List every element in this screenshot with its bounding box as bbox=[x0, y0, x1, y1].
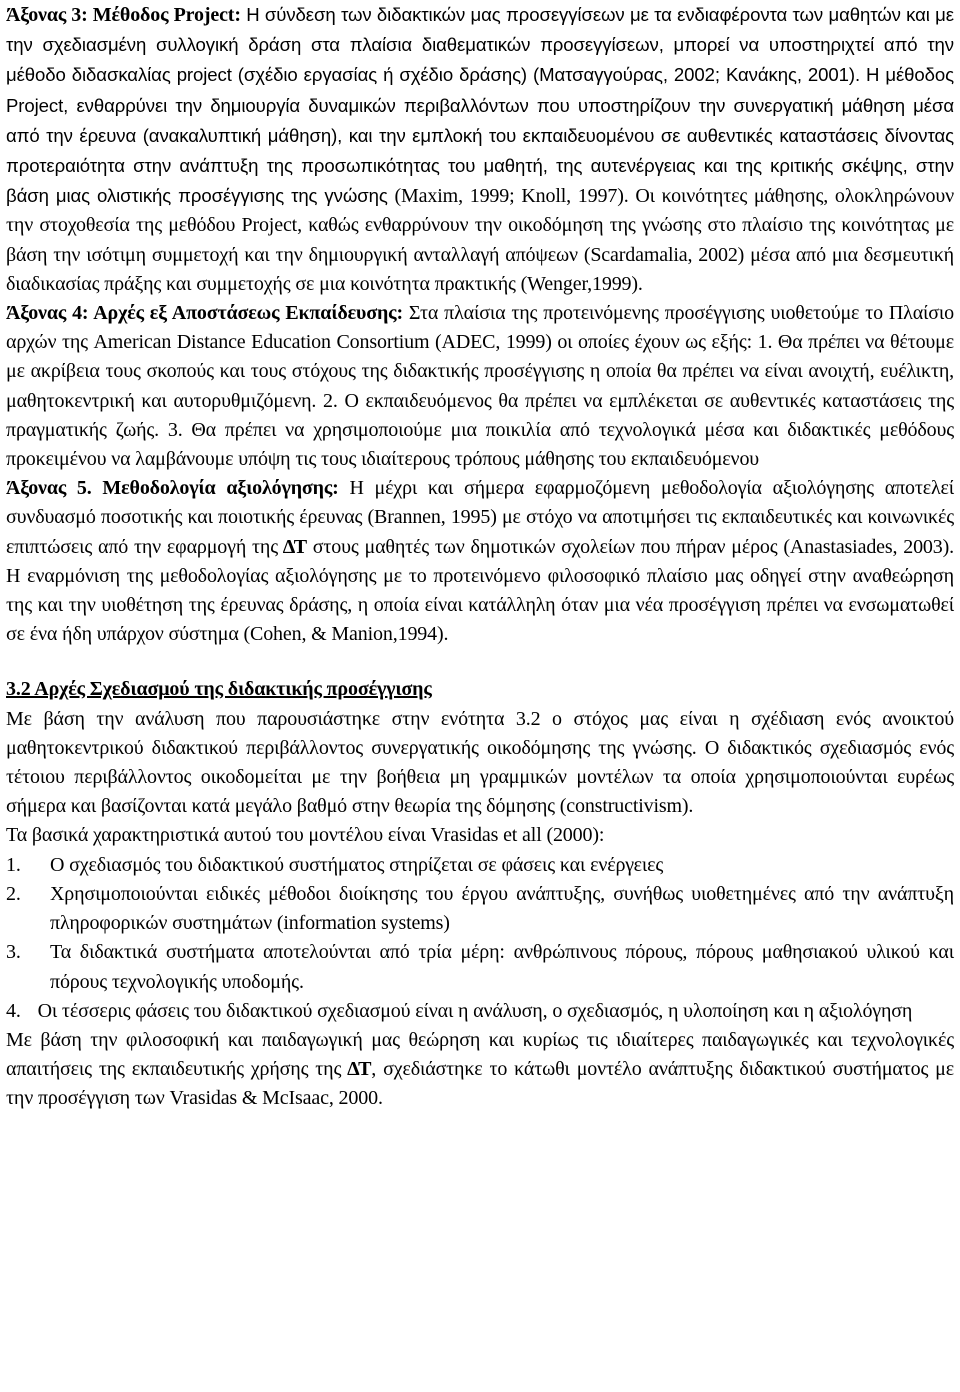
axis5-heading-a: Άξονας 5. bbox=[6, 477, 92, 500]
closing-paragraph bbox=[6, 1026, 954, 1114]
list-item-4-text: Οι τέσσερις φάσεις του διδακτικού σχεδιασμού είναι η ανάλυση, ο σχεδιασμός, η υλοποίηση και η αξιολόγηση bbox=[37, 999, 913, 1022]
section-heading-paragraph bbox=[6, 675, 954, 704]
axis3-paragraph bbox=[6, 0, 954, 299]
section-heading: 3.2 Αρχές Σχεδιασμού της διδακτικής προσέγγισης bbox=[6, 678, 432, 701]
axis4-paragraph bbox=[6, 299, 954, 474]
list-item-4 bbox=[6, 997, 954, 1026]
axis5-heading-b: Μεθοδολογία αξιολόγησης: bbox=[91, 477, 339, 500]
section-intro: Με βάση την ανάλυση που παρουσιάστηκε στην ενότητα 3.2 ο στόχος μας είναι η σχέδιαση ενός ανοικτού μαθητοκεντρικού διδακτικού περιβάλλοντος συνεργατικής οικοδόμησης της γνώσης. Ο διδακτικός σχεδιασμός ενός τέτοιου περιβάλλοντος οικοδομείται με την βοήθεια μη γραμμικών μοντέλων τα οποία χρησιμοποιούνται ευρέως σήμερα και βασίζονται κατά μεγάλο βαθμό στην θεωρία της δόμησης (constructivism). bbox=[6, 707, 954, 818]
axis5-body-2: στους μαθητές των δημοτικών σχολείων που πήραν μέρος (Anastasiades, 2003). Η εναρμόνιση της μεθοδολογίας αξιολόγησης με το προτεινόμενο φιλοσοφικό πλαίσιο μας οδηγεί στην αναθεώρηση της και την υιοθέτηση της έρευνας δράσης, η οποία είναι κατάλληλη όταν μια νέα προσέγγιση πρέπει να ενσωματωθεί σε ένα ήδη υπάρχον σύστημα (Cohen, & Manion,1994). bbox=[6, 535, 954, 646]
axis5-paragraph bbox=[6, 474, 954, 649]
list-item-text: Ο σχεδιασμός του διδακτικού συστήματος στηρίζεται σε φάσεις και ενέργειες bbox=[50, 853, 664, 876]
list-item-text: Τα διδακτικά συστήματα αποτελούνται από τρία μέρη: ανθρώπινους πόρους, πόρους μαθησιακού υλικού και πόρους τεχνολογικής υποδομής. bbox=[50, 941, 954, 993]
list-item bbox=[6, 880, 954, 938]
list-item-number: 1. bbox=[6, 853, 21, 876]
list-item-number: 3. bbox=[6, 941, 21, 964]
axis5-dt: ΔΤ bbox=[277, 535, 307, 558]
axis4-heading: Άξονας 4: Αρχές εξ Αποστάσεως Εκπαίδευσης: bbox=[6, 302, 403, 325]
axis3-body-sans: Η σύνδεση των διδακτικών μας προσεγγίσεων με τα ενδιαφέροντα των μαθητών και με την σχεδιασμένη συλλογική δράση στα πλαίσια διαθεματικών προσεγγίσεων, μπορεί να υποστηριχτεί από την μέθοδο διδασκαλίας project (σχέδιο εργασίας ή σχέδιο δράσης) (Ματσαγγούρας, 2002; Κανάκης, 2001). Η μέθοδος Project, ενθαρρύνει την δημιουργία δυναμικών περιβαλλόντων που υποστηρίζουν την συνεργατική μάθηση μέσα από την έρευνα (ανακαλυπτική μάθηση), και την εμπλοκή του εκπαιδευομένου σε αυθεντικές καταστάσεις δίνοντας προτεραιότητα στην ανάπτυξη της προσωπικότητας του μαθητή, της αυτενέργειας και της κριτικής σκέψης, στην βάση μιας ολιστικής προσέγγισης της γνώσης bbox=[6, 4, 954, 207]
axis3-heading: Άξονας 3: Μέθοδος Project: bbox=[6, 4, 241, 26]
axis3-body-serif: (Maxim, 1999; Knoll, 1997). Οι κοινότητες μάθησης, ολοκληρώνουν την στοχοθεσία της μεθόδου Project, καθώς ενθαρρύνουν την οικοδόμηση της γνώσης στο πλαίσιο της κοινότητας με βάση την ισότιμη συμμετοχή και την δημιουργική ανταλλαγή απόψεων (Scardamalia, 2002) μέσα από μια δεσμευτική διαδικασίας πράξης και συμμετοχής σε μια κοινότητα πρακτικής (Wenger,1999). bbox=[6, 185, 954, 295]
list-item-text: Χρησιμοποιούνται ειδικές μέθοδοι διοίκησης του έργου ανάπτυξης, συνήθως υιοθετημένες από την ανάπτυξη πληροφορικών συστημάτων (information systems) bbox=[50, 882, 954, 935]
characteristics-list bbox=[6, 851, 954, 997]
list-item-number: 2. bbox=[6, 882, 21, 905]
list-item-4-number: 4. bbox=[6, 999, 21, 1022]
closing-text-2: , σχεδιάστηκε το κάτωθι μοντέλο ανάπτυξης διδακτικού συστήματος με την προσέγγιση των Vrasidas & McIsaac, 2000. bbox=[6, 1058, 954, 1110]
closing-dt: ΔΤ bbox=[341, 1058, 372, 1081]
axis5-body: Η μέχρι και σήμερα εφαρμοζόμενη μεθοδολογία αξιολόγησης αποτελεί συνδυασμό ποσοτικής και ποιοτικής έρευνας (Brannen, 1995) με στόχο να αποτιμήσει τις εκπαιδευτικές και κοινωνικές επιπτώσεις από την εφαρμογή της bbox=[6, 477, 954, 558]
list-item bbox=[6, 938, 954, 996]
closing-text: Με βάση την φιλοσοφική και παιδαγωγική μας θεώρηση και κυρίως τις ιδιαίτερες παιδαγωγικές και τεχνολογικές απαιτήσεις της εκπαιδευτικής χρήσης της bbox=[6, 1028, 954, 1081]
list-item bbox=[6, 851, 954, 880]
document-page bbox=[6, 0, 954, 1114]
axis4-body: Στα πλαίσια της προτεινόμενης προσέγγισης υιοθετούμε το Πλαίσιο αρχών της American Distance Education Consortium (ADEC, 1999) οι οποίες έχουν ως εξής: 1. Θα πρέπει να θέτουμε με ακρίβεια τους σκοπούς και τους στόχους της διδακτικής προσέγγισης η οποία θα πρέπει να είναι ανοιχτή, ευέλικτη, μαθητοκεντρική και αυτορυθμιζόμενη. 2. Ο εκπαιδευόμενος θα πρέπει να εμπλέκεται σε αυθεντικές καταστάσεις της πραγματικής ζωής. 3. Θα πρέπει να χρησιμοποιούμε μια ποικιλία από τεχνολογικά μέσα και διδακτικές μεθόδους προκειμένου να λαμβάνουμε υπόψη τις τους ιδιαίτερους τρόπους μάθησης του εκπαιδευόμενου bbox=[6, 302, 954, 471]
section-spacer bbox=[6, 649, 954, 675]
list-intro: Τα βασικά χαρακτηριστικά αυτού του μοντέλου είναι Vrasidas et all (2000): bbox=[6, 824, 605, 847]
